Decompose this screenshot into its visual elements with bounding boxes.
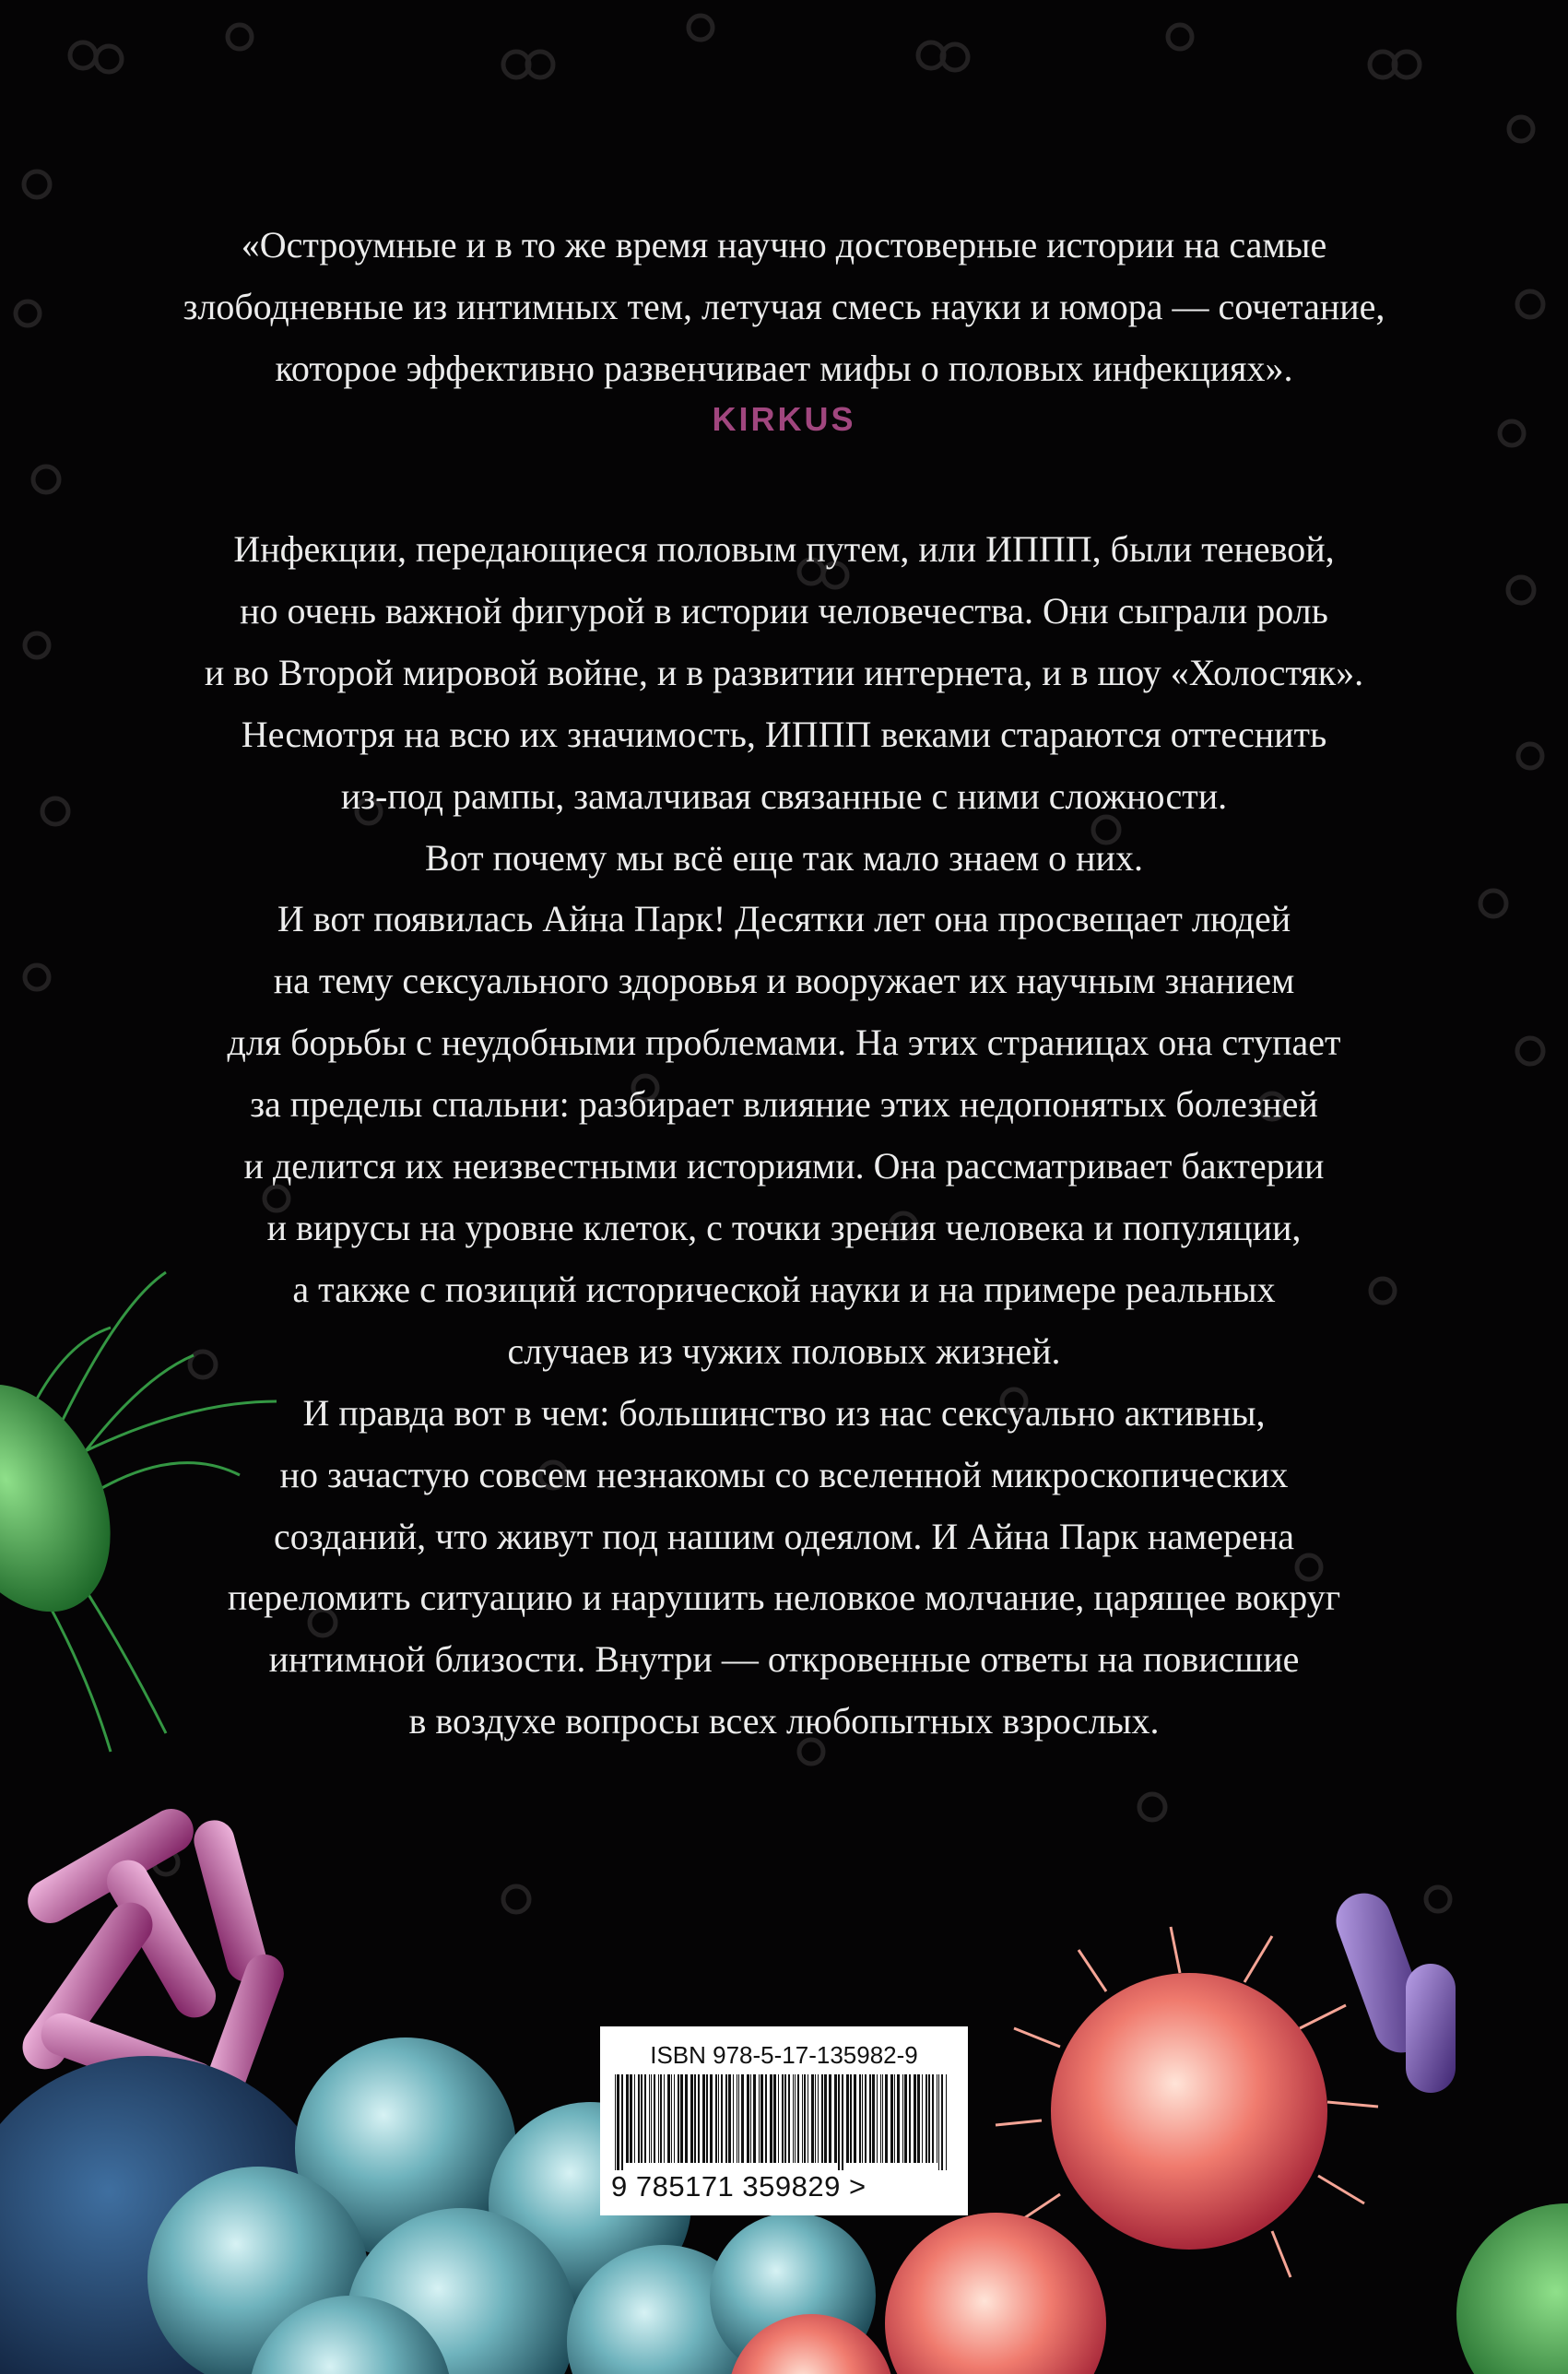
barcode-bar (649, 2074, 650, 2163)
barcode-bar (615, 2074, 616, 2170)
barcode-bar (660, 2074, 662, 2163)
barcode-bar (698, 2074, 700, 2163)
barcode-bar (750, 2074, 751, 2163)
barcode-bar (834, 2074, 837, 2163)
barcode-bar (630, 2074, 632, 2163)
barcode-bar (862, 2074, 863, 2163)
barcode-bar (802, 2074, 803, 2163)
barcode-bar (885, 2074, 888, 2163)
barcode-bar (938, 2074, 939, 2170)
barcode-bar (865, 2074, 867, 2163)
barcode-bar (741, 2074, 744, 2163)
quote-attribution: KIRKUS (712, 400, 856, 438)
barcode-bar (902, 2074, 903, 2163)
barcode-bar (928, 2074, 930, 2163)
barcode-bar (664, 2074, 665, 2163)
barcode-bar (621, 2074, 623, 2170)
barcode-bar (880, 2074, 881, 2163)
barcode-bar (667, 2074, 670, 2163)
barcode-bar (690, 2074, 693, 2163)
barcode-bar (626, 2074, 629, 2163)
barcode-bar (678, 2074, 679, 2163)
barcode-bar (638, 2074, 640, 2163)
barcode-bar (753, 2074, 756, 2163)
barcode-bar (685, 2074, 688, 2163)
barcode-bar (877, 2074, 878, 2163)
barcode-bar (941, 2074, 943, 2170)
barcode-bar (760, 2074, 763, 2163)
barcode-bar (782, 2074, 784, 2163)
description-line: на тему сексуального здоровья и вооружает их научным знанием (273, 960, 1295, 1002)
barcode-bar (815, 2074, 816, 2163)
barcode-bar (788, 2074, 790, 2163)
barcode-bar (922, 2074, 923, 2163)
description-line: Вот почему мы всё еще так мало знаем о них. (425, 836, 1143, 879)
description-line: Несмотря на всю их значимость, ИППП веками стараются оттеснить (241, 713, 1327, 755)
barcode-bar (804, 2074, 806, 2163)
barcode-bar (674, 2074, 675, 2163)
barcode-bar (821, 2074, 823, 2163)
barcode-bar (778, 2074, 779, 2163)
quote-line: злободневные из интимных тем, летучая смесь науки и юмора — сочетание, (183, 286, 1385, 327)
barcode-bar (854, 2074, 856, 2163)
book-description (55, 519, 1513, 1753)
quote-text (55, 214, 1513, 399)
quote-line: которое эффективно развенчивает мифы о половых инфекциях». (275, 348, 1293, 389)
barcode-bar (725, 2074, 727, 2163)
barcode-bar (872, 2074, 875, 2163)
barcode-bar (728, 2074, 731, 2163)
description-line: случаев из чужих половых жизней. (507, 1329, 1061, 1372)
description-line: в воздухе вопросы всех любопытных взрослых. (408, 1700, 1160, 1742)
description-line: И вот появилась Айна Парк! Десятки лет она просвещает людей (277, 898, 1291, 940)
barcode-bar (617, 2074, 619, 2170)
barcode-bar (718, 2074, 719, 2163)
description-line: и делится их неизвестными историями. Она рассматривает бактерии (243, 1145, 1325, 1187)
barcode-bar (793, 2074, 794, 2163)
barcode-bar (747, 2074, 749, 2163)
barcode-bar (671, 2074, 672, 2163)
barcode-bar (882, 2074, 883, 2163)
barcode-bar (795, 2074, 796, 2163)
description-line: Инфекции, передающиеся половым путем, или ИППП, были теневой, (233, 528, 1335, 570)
barcode-bar (917, 2074, 920, 2163)
description-line: и вирусы на уровне клеток, с точки зрения человека и популяции, (266, 1206, 1302, 1248)
barcode-bar (658, 2074, 659, 2163)
barcode-bar (773, 2074, 776, 2163)
description-line: за пределы спальни: разбирает влияние этих недопонятых болезней (250, 1083, 1318, 1126)
isbn-barcode (600, 2026, 968, 2215)
barcode-bar (818, 2074, 819, 2163)
barcode-bar (644, 2074, 646, 2163)
description-line: но очень важной фигурой в истории человечества. Они сыграли роль (240, 589, 1328, 632)
barcode-bar (824, 2074, 827, 2163)
barcode-bar (770, 2074, 772, 2163)
isbn-number: ISBN 978-5-17-135982-9 (650, 2041, 918, 2069)
quote-line: «Остроумные и в то же время научно достоверные истории на самые (241, 224, 1327, 266)
barcode-bar (842, 2074, 843, 2170)
barcode-bar (797, 2074, 799, 2163)
barcode-bar (721, 2074, 723, 2163)
description-line: но зачастую совсем незнакомы со вселенной микроскопических (279, 1453, 1289, 1495)
barcode-bar (925, 2074, 927, 2163)
description-line: переломить ситуацию и нарушить неловкое молчание, царящее вокруг (227, 1577, 1341, 1619)
barcode-bar (759, 2074, 760, 2163)
barcode-bar (859, 2074, 861, 2163)
barcode-bar (694, 2074, 696, 2163)
description-line: а также с позиций исторической науки и на примере реальных (292, 1268, 1276, 1310)
barcode-bar (702, 2074, 705, 2163)
barcode-bar (838, 2074, 840, 2170)
description-line: для борьбы с неудобными проблемами. На этих страницах она ступает (227, 1022, 1341, 1064)
barcode-bar (932, 2074, 934, 2163)
description-line: интимной близости. Внутри — откровенные ответы на повисшие (268, 1638, 1300, 1681)
barcode-bar (829, 2074, 831, 2163)
barcode-bar (784, 2074, 786, 2163)
barcode-bar (710, 2074, 713, 2163)
barcode-bar (641, 2074, 643, 2163)
barcode-bar (846, 2074, 849, 2163)
barcode-bar (706, 2074, 708, 2163)
barcode-bar (914, 2074, 916, 2163)
barcode-bar (869, 2074, 871, 2163)
barcode-bar (765, 2074, 767, 2163)
barcode-bar (909, 2074, 911, 2163)
barcode-bar (738, 2074, 739, 2163)
barcode-bar (654, 2074, 655, 2163)
barcode-bar (890, 2074, 893, 2163)
barcode-bar (715, 2074, 717, 2163)
description-line: И правда вот в чем: большинство из нас сексуально активны, (302, 1391, 1266, 1434)
barcode-bar (811, 2074, 814, 2163)
barcode-bar (894, 2074, 895, 2163)
description-line: созданий, что живут под нашим одеялом. И Айна Парк намерена (274, 1515, 1294, 1557)
description-line: и во Второй мировой войне, и в развитии интернета, и в шоу «Холостяк». (204, 651, 1364, 693)
barcode-bar (634, 2074, 635, 2163)
barcode-digits: 9 785171 359829 > (611, 2170, 867, 2203)
barcode-bar (904, 2074, 907, 2163)
barcode-bar (651, 2074, 652, 2163)
barcode-bar (850, 2074, 852, 2163)
barcode-bar (733, 2074, 734, 2163)
description-line: из-под рампы, замалчивая связанные с ними сложности. (340, 774, 1228, 817)
barcode-bar (680, 2074, 683, 2163)
barcode-bars (615, 2074, 953, 2170)
barcode-bar (897, 2074, 900, 2163)
barcode-bar (946, 2074, 947, 2170)
